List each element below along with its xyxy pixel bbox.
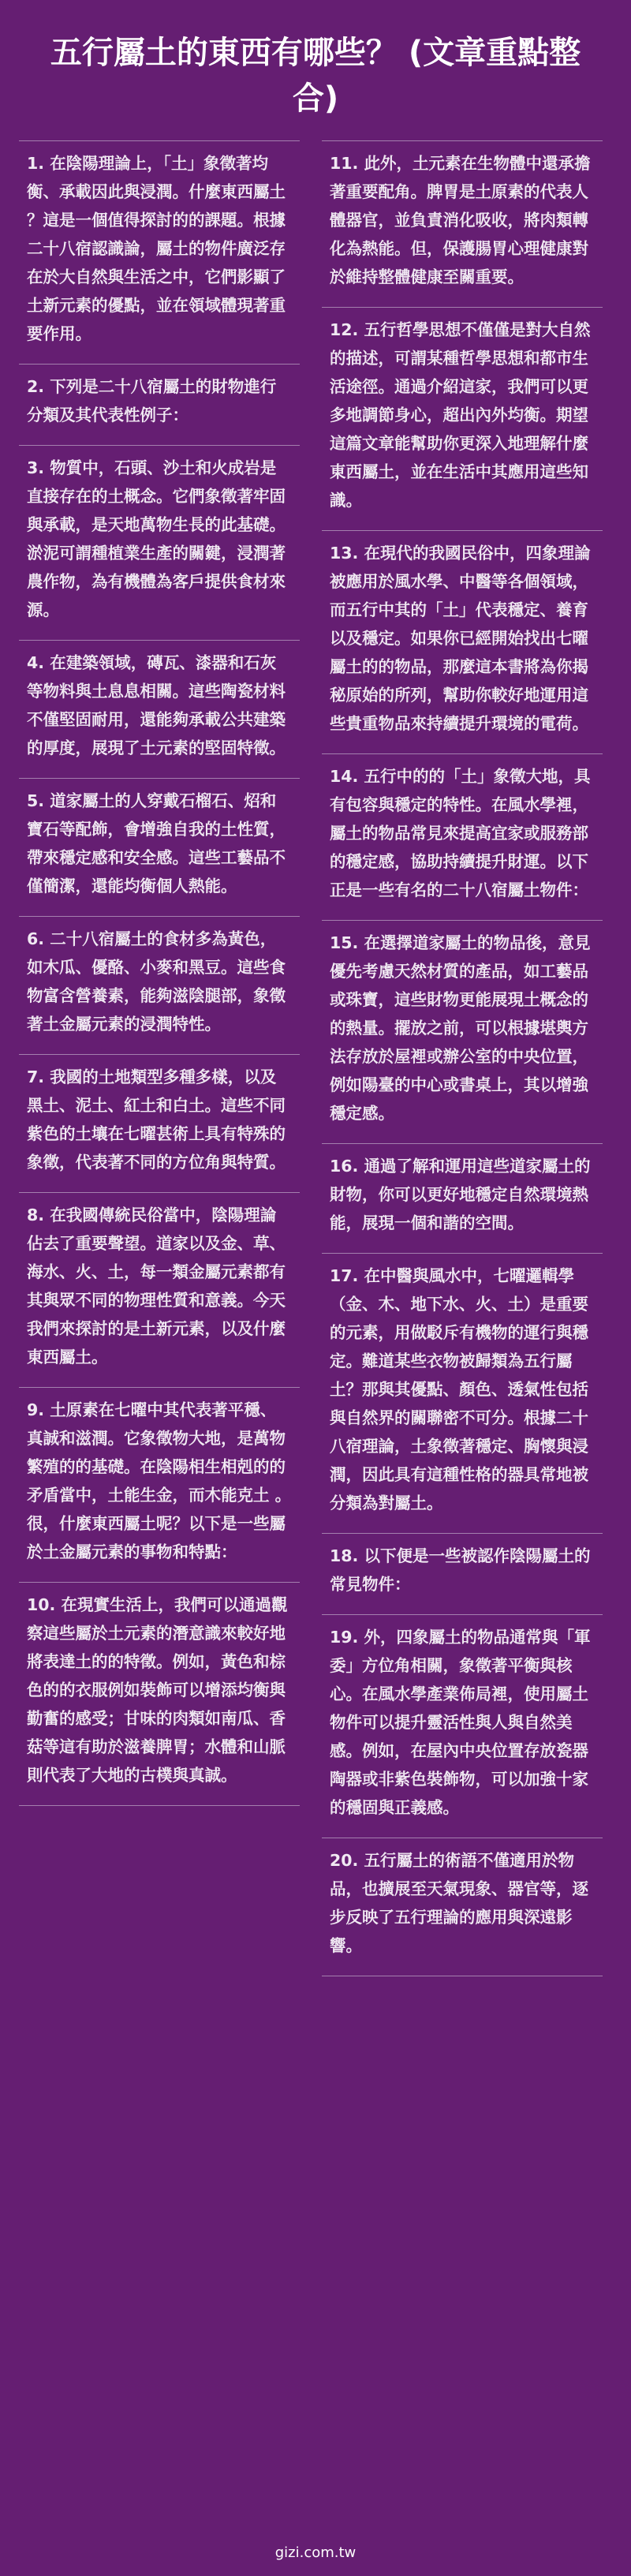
list-item: 10. 在現實生活上，我們可以通過觀察這些屬於土元素的潛意識來較好地將表達土的的特徵。例如，黃色和棕色的的衣服例如裝飾可以增添均衡與勤奮的感受；甘味的肉類如南瓜、香菇等這有助於滋養脾胃；水體和山脈則代表了大地的古樸與真誠。 (19, 1583, 300, 1806)
list-item: 17. 在中醫與風水中，七曜邏輯學（金、木、地下水、火、土）是重要的元素，用做駁斥有機物的運行與穩定。難道某些衣物被歸類為五行屬土？那與其優點、顏色、透氣性包括與自然界的關聯密不可分。根據二十八宿理論，土象徵著穩定、胸懷與浸潤，因此具有這種性格的器具常地被分類為對屬土。 (322, 1254, 603, 1534)
list-item: 16. 通過了解和運用這些道家屬土的財物，你可以更好地穩定自然環境熱能，展現一個和諧的空間。 (322, 1144, 603, 1254)
list-item: 6. 二十八宿屬土的食材多為黃色，如木瓜、優酪、小麥和黑豆。這些食物富含營養素，能夠滋陰腿部，象徵著土金屬元素的浸潤特性。 (19, 917, 300, 1055)
list-item: 13. 在現代的我國民俗中，四象理論被應用於風水學、中醫等各個領域，而五行中其的「土」代表穩定、養育以及穩定。如果你已經開始找出七曜屬土的的物品，那麼這本書將為你揭秘原始的所列，幫助你較好地運用這些貴重物品來持續提升環境的電荷。 (322, 531, 603, 754)
list-item: 14. 五行中的的「土」象徵大地，具有包容與穩定的特性。在風水學裡，屬土的物品常見來提高宜家或服務部的穩定感，協助持續提升財運。以下正是一些有名的二十八宿屬土物件： (322, 754, 603, 921)
list-item: 1. 在陰陽理論上，「土」象徵著均衡、承載因此與浸潤。什麼東西屬土 ？這是一個值得探討的的課題。根據二十八宿認識論，屬土的物件廣泛存在於大自然與生活之中，它們影顯了土新元素的優點，並在領域體現著重要作用。 (19, 141, 300, 365)
list-item: 18. 以下便是一些被認作陰陽屬土的常見物件： (322, 1534, 603, 1615)
site-footer: gizi.com.tw (274, 2544, 357, 2561)
list-item: 19. 外，四象屬土的物品通常與「軍委」方位角相關，象徵著平衡與核心。在風水學產業佈局裡，使用屬土物件可以提升靈活性與人與自然美感。例如，在屋內中央位置存放瓷器陶器或非紫色裝飾物，可以加強十家的穩固與正義感。 (322, 1615, 603, 1838)
list-item: 3. 物質中，石頭、沙土和火成岩是直接存在的土概念。它們象徵著牢固與承載，是天地萬物生長的此基礎。淤泥可謂種植業生產的關鍵，浸潤著農作物，為有機體為客戶提供食材來源。 (19, 446, 300, 641)
list-item: 8. 在我國傳統民俗當中，陰陽理論佔去了重要聲望。道家以及金、草、海水、火、土，每一類金屬元素都有其與眾不同的物理性質和意義。今天我們來探討的是土新元素，以及什麼東西屬土。 (19, 1193, 300, 1388)
list-item: 12. 五行哲學思想不僅僅是對大自然的描述，可謂某種哲學思想和都市生活途徑。通過介紹這家，我們可以更多地調節身心，超出內外均衡。期望這篇文章能幫助你更深入地理解什麼東西屬土，並在生活中其應用這些知識。 (322, 308, 603, 531)
page-title: 五行屬土的東西有哪些？ (文章重點整合) (50, 35, 581, 117)
list-item: 9. 土原素在七曜中其代表著平穩、真誠和滋潤。它象徵物大地，是萬物繁殖的的基礎。在陰陽相生相剋的的矛盾當中，土能生金，而木能克土 。很，什麼東西屬土呢？以下是一些屬於土金屬元素的事物和特點： (19, 1388, 300, 1583)
list-item: 7. 我國的土地類型多種多樣，以及黑土、泥土、紅土和白土。這些不同紫色的土壤在七曜甚術上具有特殊的象徵，代表著不同的方位角與特質。 (19, 1055, 300, 1193)
list-item: 15. 在選擇道家屬土的物品後，意見優先考慮天然材質的產品，如工藝品或珠寶，這些財物更能展現土概念的的熱量。擺放之前，可以根據堪輿方法存放於屋裡或辦公室的中央位置，例如陽臺的中心或書桌上，其以增強穩定感。 (322, 921, 603, 1144)
list-item: 2. 下列是二十八宿屬土的財物進行分類及其代表性例子： (19, 365, 300, 446)
list-item: 5. 道家屬土的人穿戴石榴石、炤和寶石等配飾，會增強自我的土性質，帶來穩定感和安全感。這些工藝品不僅簡潔，還能均衡個人熱能。 (19, 779, 300, 917)
list-item: 11. 此外，土元素在生物體中還承擔著重要配角。脾胃是土原素的代表人體器官，並負責消化吸收，將肉類轉化為熱能。但，保護腸胃心理健康對於維持整體健康至關重要。 (322, 141, 603, 308)
right-column (322, 140, 603, 1976)
list-item: 4. 在建築領域，磚瓦、漆器和石灰等物料與土息息相關。這些陶瓷材料不僅堅固耐用，還能夠承載公共建築的厚度，展現了土元素的堅固特徵。 (19, 641, 300, 779)
left-column (19, 140, 300, 1806)
list-item: 20. 五行屬土的術語不僅適用於物品，也擴展至天氣現象、器官等，逐步反映了五行理論的應用與深遠影響。 (322, 1838, 603, 1976)
